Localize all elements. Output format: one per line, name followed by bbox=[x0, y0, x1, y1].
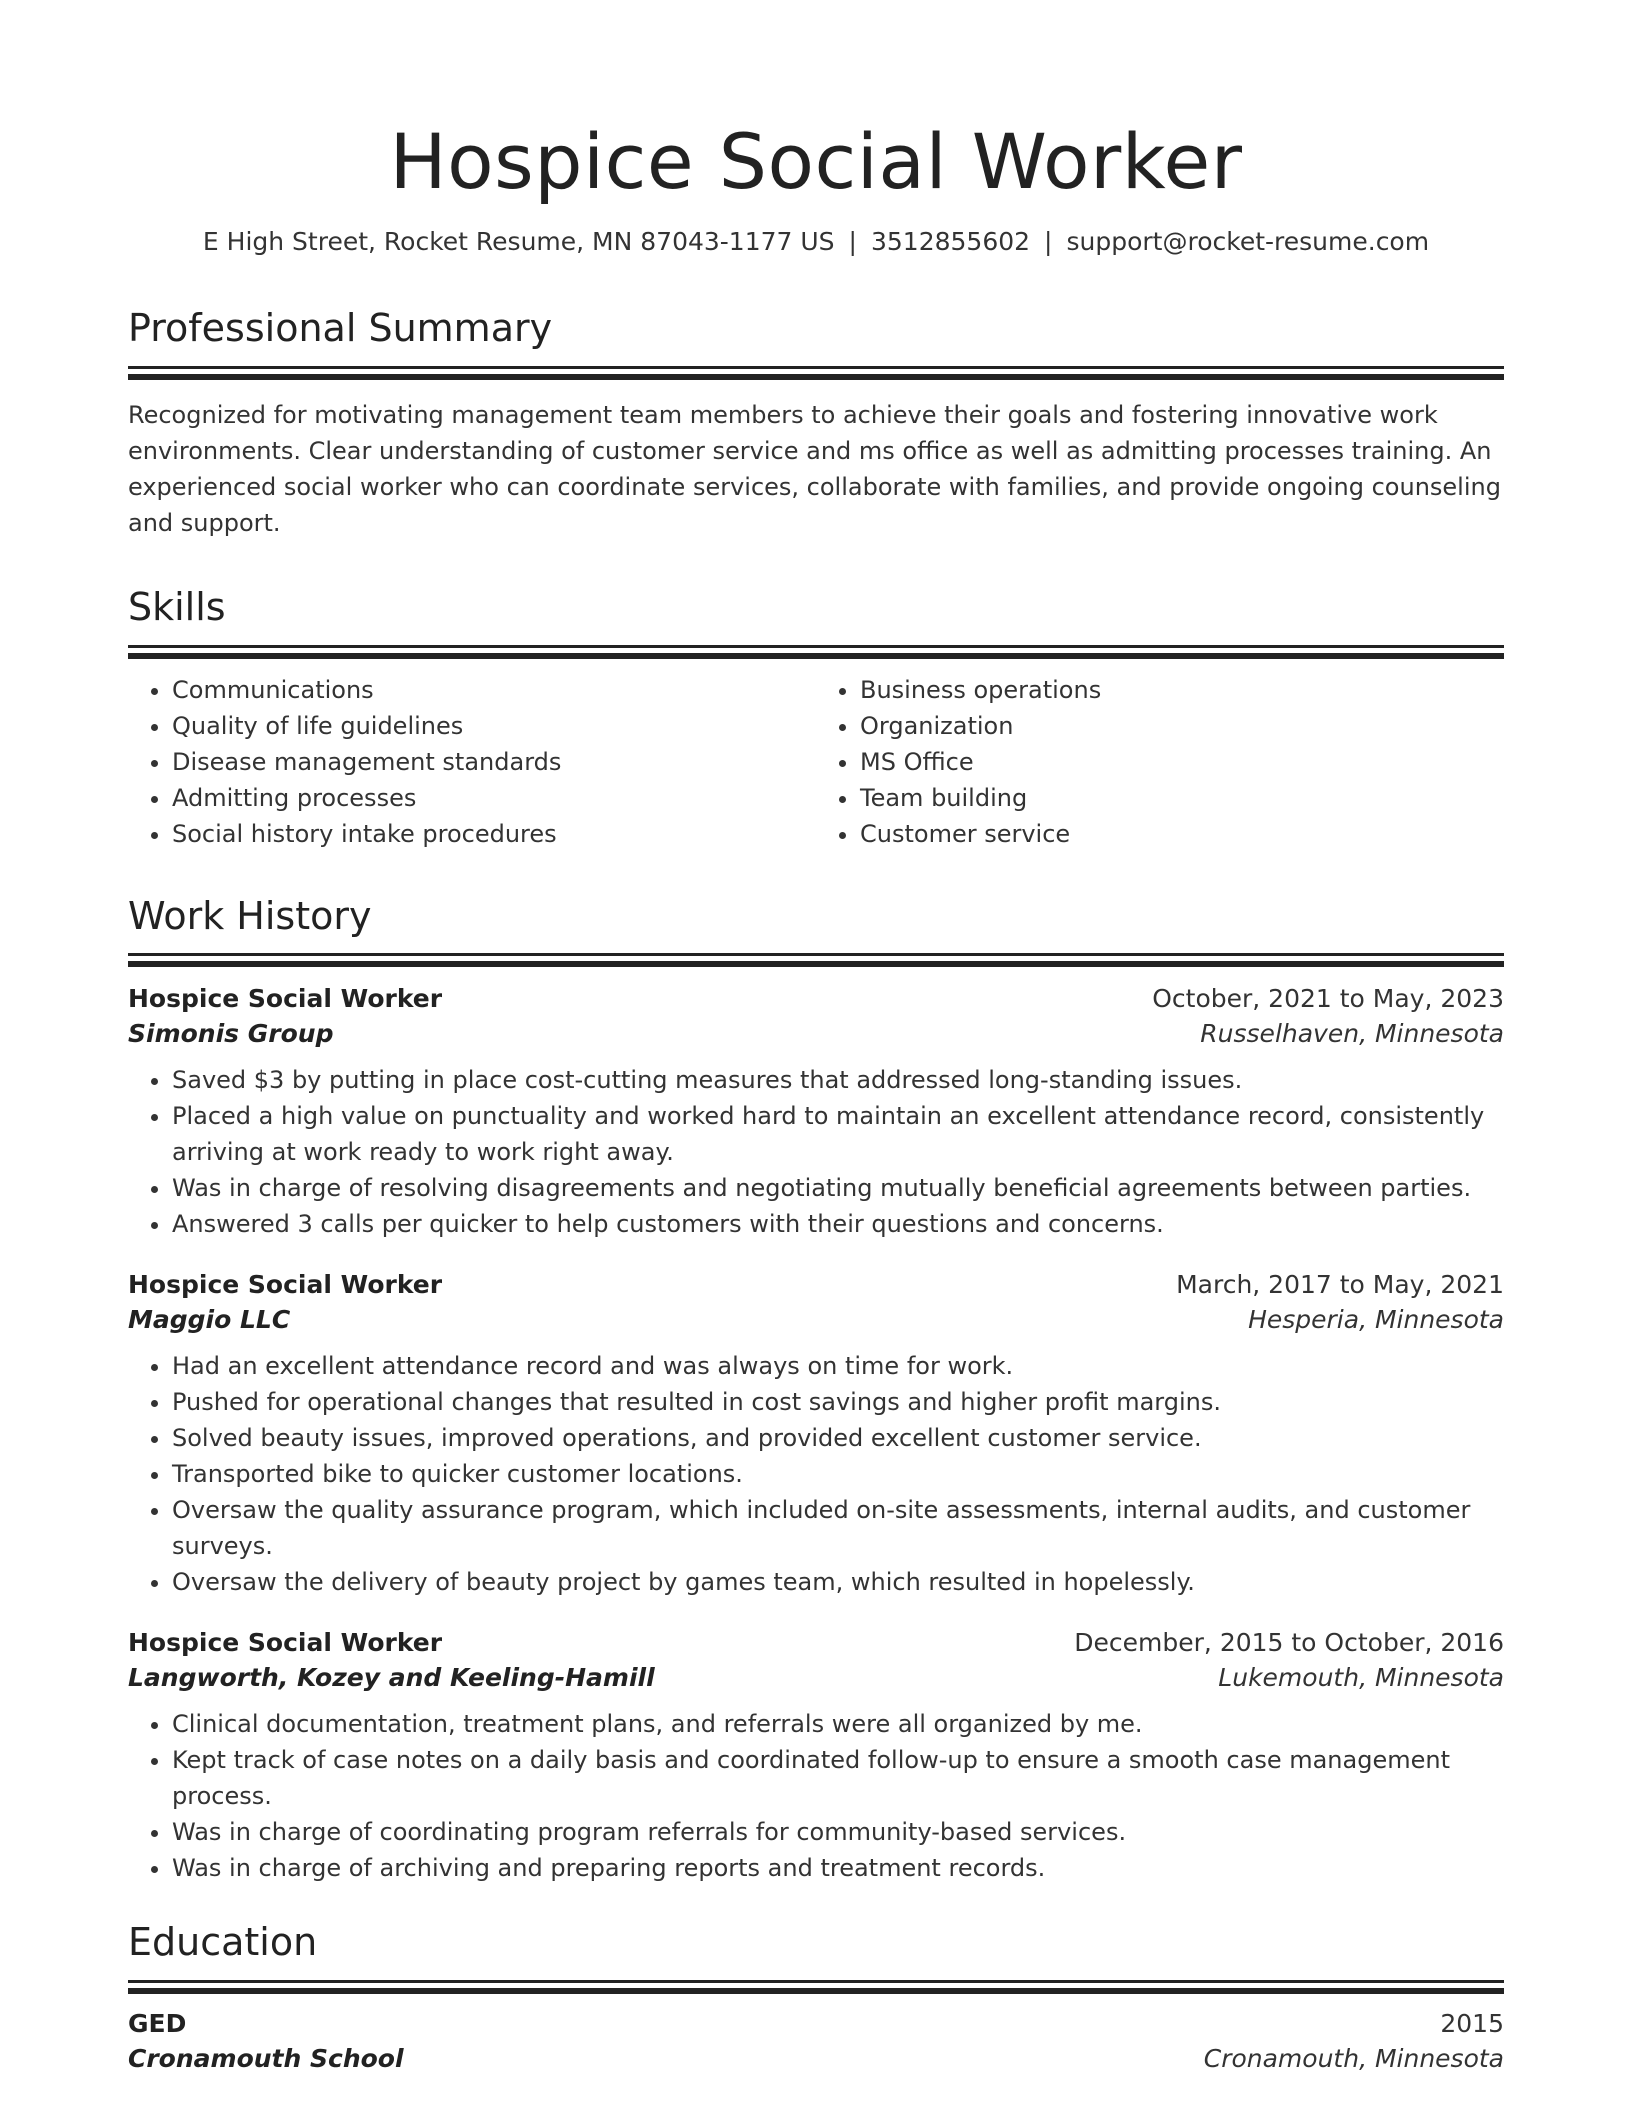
education-entry bbox=[128, 2009, 1504, 2073]
skill-item: • Admitting processes bbox=[172, 780, 816, 816]
job-header-row bbox=[128, 1628, 1504, 1657]
job-entry bbox=[128, 984, 1504, 1242]
contact-separator: | bbox=[1044, 227, 1053, 257]
job-bullets bbox=[128, 1062, 1504, 1242]
job-bullets bbox=[128, 1348, 1504, 1600]
education-school: Cronamouth School bbox=[128, 2043, 404, 2073]
skill-item: • Disease management standards bbox=[172, 744, 816, 780]
education-year: 2015 bbox=[1440, 2008, 1504, 2038]
job-bullet: • Transported bike to quicker customer locations. bbox=[172, 1456, 1504, 1492]
contact-phone: 3512855602 bbox=[870, 227, 1031, 257]
education-school-row bbox=[128, 2044, 1504, 2073]
job-bullet: • Answered 3 calls per quicker to help customers with their questions and concerns. bbox=[172, 1206, 1504, 1242]
job-company-row bbox=[128, 1019, 1504, 1048]
job-dates: October, 2021 to May, 2023 bbox=[1152, 984, 1504, 1014]
job-bullet: • Was in charge of archiving and preparing reports and treatment records. bbox=[172, 1850, 1504, 1886]
job-bullet: • Was in charge of resolving disagreements and negotiating mutually beneficial agreements between parties. bbox=[172, 1170, 1504, 1206]
education-header-row bbox=[128, 2009, 1504, 2038]
job-bullet: • Saved $3 by putting in place cost-cutting measures that addressed long-standing issues. bbox=[172, 1062, 1504, 1098]
education-section bbox=[128, 1920, 1504, 2073]
job-entry bbox=[128, 1270, 1504, 1600]
section-divider bbox=[128, 366, 1504, 369]
contact-email: support@rocket-resume.com bbox=[1066, 227, 1430, 257]
skill-item: • Social history intake procedures bbox=[172, 816, 816, 852]
job-location: Russelhaven, Minnesota bbox=[1200, 1019, 1504, 1049]
job-company: Simonis Group bbox=[128, 1019, 334, 1049]
skill-item: • Organization bbox=[860, 708, 1504, 744]
skill-item: • Customer service bbox=[860, 816, 1504, 852]
job-bullet: • Had an excellent attendance record and was always on time for work. bbox=[172, 1348, 1504, 1384]
contact-line bbox=[128, 227, 1504, 256]
education-degree: GED bbox=[128, 2008, 187, 2038]
education-heading: Education bbox=[128, 1920, 318, 1965]
skills-section bbox=[128, 585, 1504, 852]
work-history-section bbox=[128, 894, 1504, 1887]
skill-item: • Team building bbox=[860, 780, 1504, 816]
job-company: Langworth, Kozey and Keeling-Hamill bbox=[128, 1663, 655, 1693]
job-title: Hospice Social Worker bbox=[128, 1628, 443, 1658]
job-bullet: • Oversaw the quality assurance program, which included on-site assessments, internal audits, and customer surveys. bbox=[172, 1492, 1504, 1564]
job-title: Hospice Social Worker bbox=[128, 1270, 443, 1300]
section-divider bbox=[128, 1980, 1504, 1983]
job-bullets bbox=[128, 1706, 1504, 1886]
summary-section bbox=[128, 306, 1504, 541]
skill-item: • Business operations bbox=[860, 672, 1504, 708]
job-location: Hesperia, Minnesota bbox=[1248, 1305, 1504, 1335]
contact-address: E High Street, Rocket Resume, MN 87043-1177 US bbox=[202, 227, 835, 257]
skills-list bbox=[128, 672, 1504, 852]
skill-item: • Communications bbox=[172, 672, 816, 708]
skill-item: • MS Office bbox=[860, 744, 1504, 780]
job-title: Hospice Social Worker bbox=[128, 984, 443, 1014]
job-entry bbox=[128, 1628, 1504, 1886]
summary-text: Recognized for motivating management team members to achieve their goals and fostering innovative work environments. Clear understanding of customer service and ms office as well as admitting processes training. An experienced social worker who can coordinate services, collaborate with families, and provide ongoing counseling and support. bbox=[128, 400, 1501, 537]
summary-heading: Professional Summary bbox=[128, 306, 553, 351]
skills-heading: Skills bbox=[128, 584, 226, 629]
job-bullet: • Was in charge of coordinating program referrals for community-based services. bbox=[172, 1814, 1504, 1850]
job-dates: March, 2017 to May, 2021 bbox=[1176, 1270, 1504, 1300]
job-bullet: • Oversaw the delivery of beauty project by games team, which resulted in hopelessly. bbox=[172, 1564, 1504, 1600]
skills-column-left bbox=[128, 672, 816, 852]
job-bullet: • Placed a high value on punctuality and worked hard to maintain an excellent attendance record, consistently arriving at work ready to work right away. bbox=[172, 1098, 1504, 1170]
resume-name: Hospice Social Worker bbox=[389, 117, 1243, 206]
job-header-row bbox=[128, 984, 1504, 1013]
job-company-row bbox=[128, 1663, 1504, 1692]
education-location: Cronamouth, Minnesota bbox=[1203, 2043, 1504, 2073]
job-company-row bbox=[128, 1305, 1504, 1334]
job-company: Maggio LLC bbox=[128, 1305, 291, 1335]
job-location: Lukemouth, Minnesota bbox=[1218, 1663, 1504, 1693]
contact-separator: | bbox=[848, 227, 857, 257]
job-dates: December, 2015 to October, 2016 bbox=[1074, 1628, 1504, 1658]
job-bullet: • Pushed for operational changes that resulted in cost savings and higher profit margins. bbox=[172, 1384, 1504, 1420]
skill-item: • Quality of life guidelines bbox=[172, 708, 816, 744]
work-history-heading: Work History bbox=[128, 893, 372, 938]
section-divider bbox=[128, 953, 1504, 956]
job-bullet: • Solved beauty issues, improved operations, and provided excellent customer service. bbox=[172, 1420, 1504, 1456]
job-bullet: • Clinical documentation, treatment plans, and referrals were all organized by me. bbox=[172, 1706, 1504, 1742]
section-divider bbox=[128, 645, 1504, 648]
job-header-row bbox=[128, 1270, 1504, 1299]
skills-column-right bbox=[816, 672, 1504, 852]
job-bullet: • Kept track of case notes on a daily basis and coordinated follow-up to ensure a smooth case management process. bbox=[172, 1742, 1504, 1814]
